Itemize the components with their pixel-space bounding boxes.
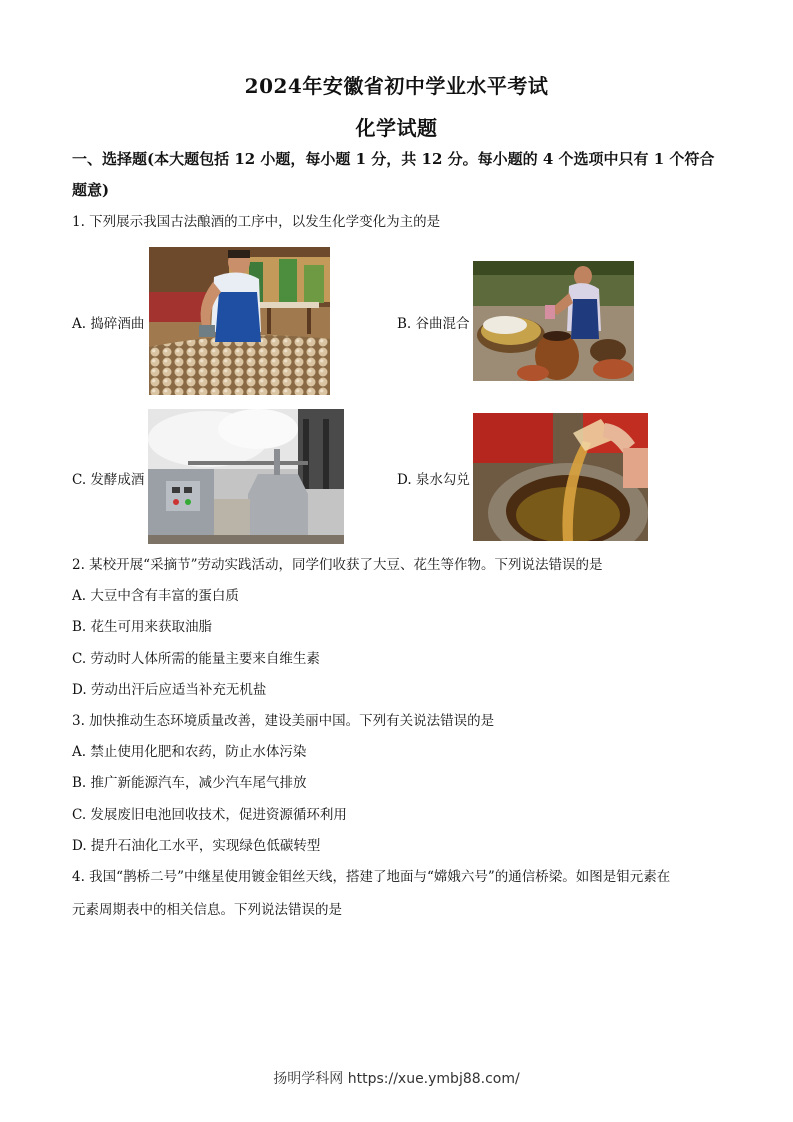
section-heading-line1: 一、选择题(本大题包括 12 小题，每小题 1 分，共 12 分。每小题的 4 个选项中只有 1 个符合 xyxy=(72,150,715,168)
question-2-option-b: B. 花生可用来获取油脂 xyxy=(72,619,213,635)
question-1-option-c: C. 发酵成酒 xyxy=(72,472,145,488)
question-1-option-b: B. 谷曲混合 xyxy=(397,316,470,332)
section-heading xyxy=(72,144,732,206)
section-heading-line2: 题意) xyxy=(72,181,110,199)
question-3-option-a: A. 禁止使用化肥和农药，防止水体污染 xyxy=(72,744,307,760)
question-1-option-d: D. 泉水勾兑 xyxy=(397,472,470,488)
question-2-option-a: A. 大豆中含有丰富的蛋白质 xyxy=(72,588,239,604)
question-2-stem: 2. 某校开展“采摘节”劳动实践活动，同学们收获了大豆、花生等作物。下列说法错误的是 xyxy=(72,557,603,573)
question-3-option-c: C. 发展废旧电池回收技术，促进资源循环利用 xyxy=(72,807,347,823)
page-title: 2024年安徽省初中学业水平考试 xyxy=(244,74,549,98)
question-3-stem: 3. 加快推动生态环境质量改善，建设美丽中国。下列有关说法错误的是 xyxy=(72,713,495,729)
worker-crushing-yeast-cakes-photo xyxy=(149,247,330,395)
mixing-grain-and-yeast-photo xyxy=(473,261,634,381)
question-3-option-b: B. 推广新能源汽车，减少汽车尾气排放 xyxy=(72,775,307,791)
question-3-option-d: D. 提升石油化工水平，实现绿色低碳转型 xyxy=(72,838,321,854)
pouring-liquor-into-jar-photo xyxy=(473,413,648,541)
question-1-stem: 1. 下列展示我国古法酿酒的工序中，以发生化学变化为主的是 xyxy=(72,214,441,230)
steam-fermentation-equipment-photo xyxy=(148,409,344,544)
question-4-stem-line2: 元素周期表中的相关信息。下列说法错误的是 xyxy=(72,902,342,918)
question-4-stem-line1: 4. 我国“鹊桥二号”中继星使用镀金钼丝天线，搭建了地面与“嫦娥六号”的通信桥梁。如图是钼元素在 xyxy=(72,869,671,885)
question-1-option-a: A. 捣碎酒曲 xyxy=(72,316,145,332)
question-2-option-d: D. 劳动出汗后应适当补充无机盐 xyxy=(72,682,267,698)
question-2-option-c: C. 劳动时人体所需的能量主要来自维生素 xyxy=(72,651,320,667)
page-subtitle: 化学试题 xyxy=(355,116,438,140)
footer-watermark: 扬明学科网 https://xue.ymbj88.com/ xyxy=(273,1071,520,1087)
